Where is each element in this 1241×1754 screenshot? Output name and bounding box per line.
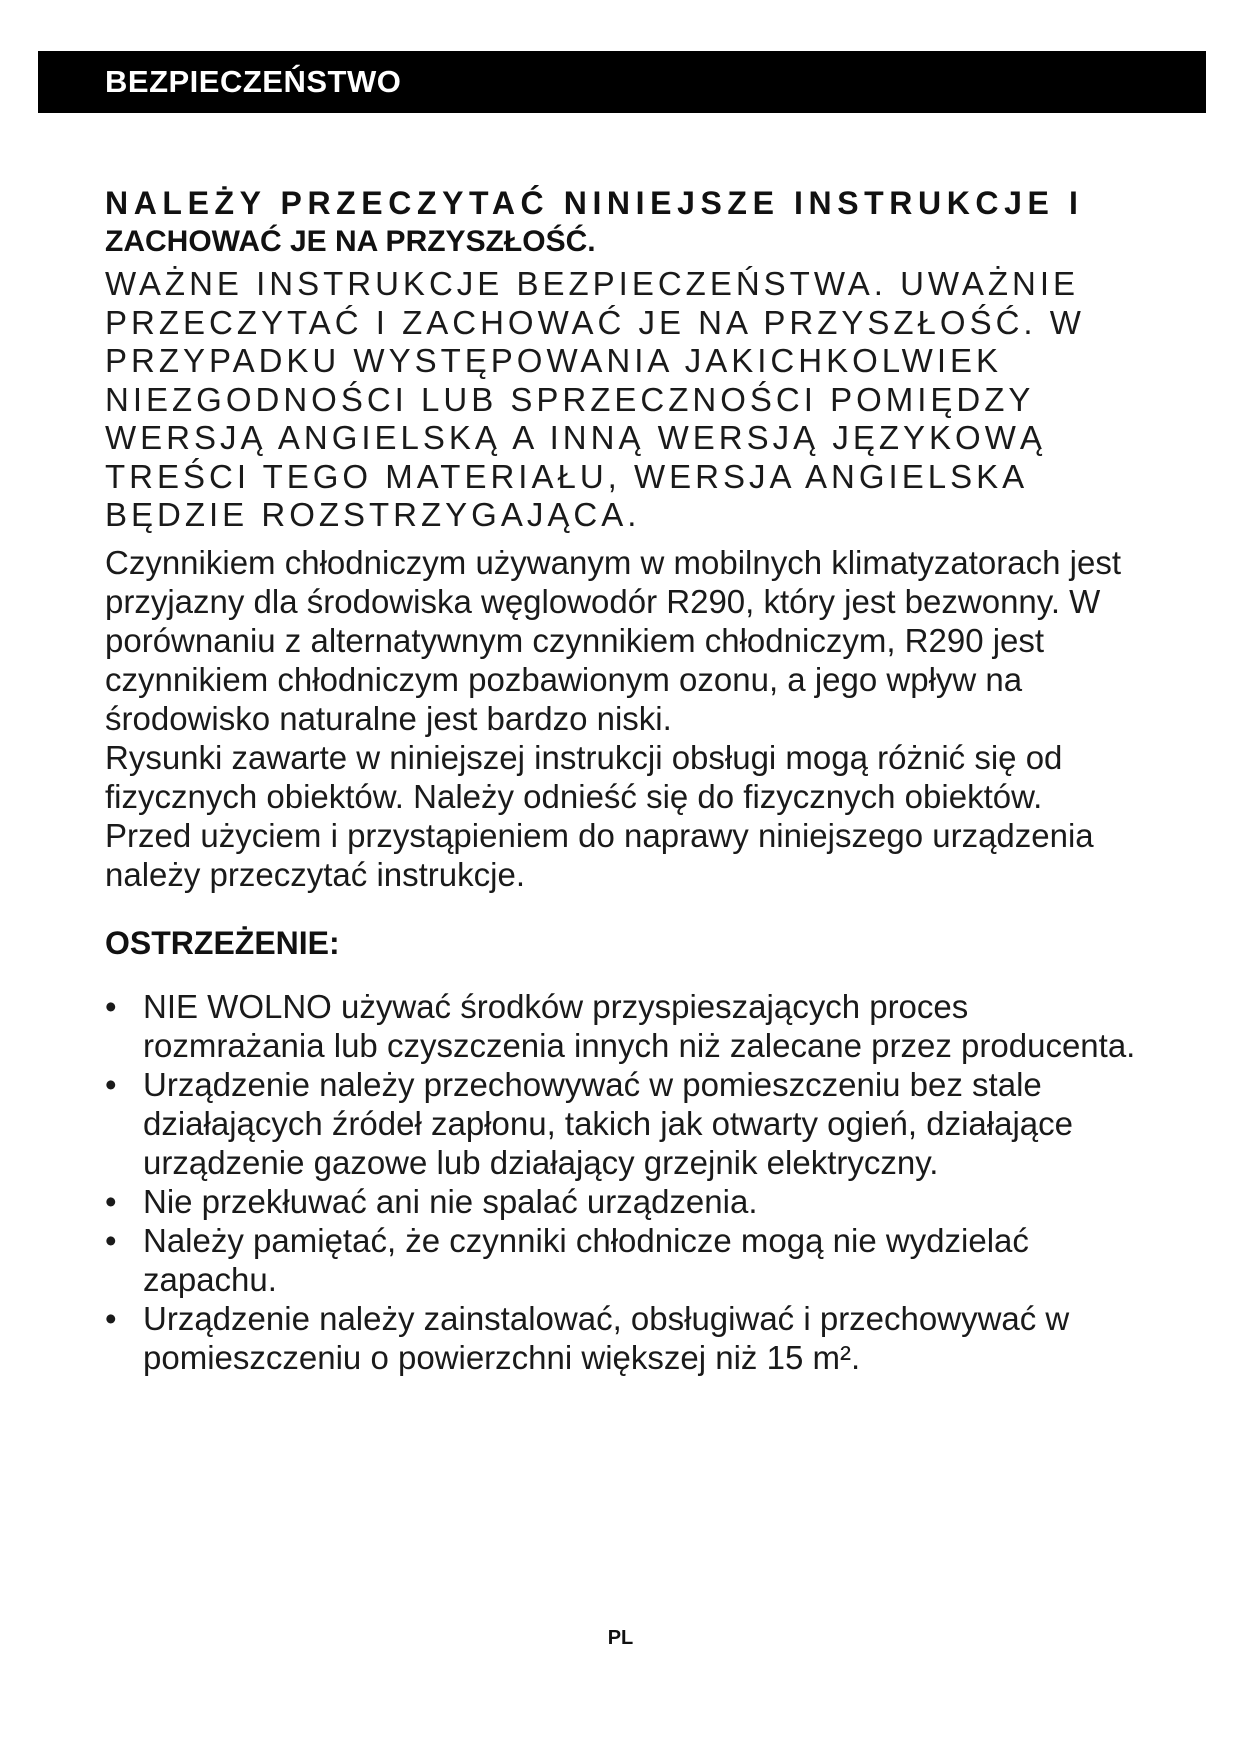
list-item-text: Należy pamiętać, że czynniki chłodnicze mogą nie wydzielać zapachu. bbox=[143, 1221, 1029, 1298]
list-item-text: Nie przekłuwać ani nie spalać urządzenia. bbox=[143, 1182, 758, 1220]
warning-list bbox=[105, 987, 1145, 1377]
section-title: BEZPIECZEŃSTWO bbox=[105, 64, 402, 99]
page-content bbox=[105, 183, 1145, 1377]
language-label: PL bbox=[607, 1627, 634, 1649]
section-header-bar bbox=[38, 51, 1206, 113]
list-item-text: Urządzenie należy przechowywać w pomieszczeniu bez stale działających źródeł zapłonu, takich jak otwarty ogień, działające urządzenie gazowe lub działający grzejnik elektryczny. bbox=[143, 1065, 1074, 1181]
main-heading-line-1: NALEŻY PRZECZYTAĆ NINIEJSZE INSTRUKCJE I bbox=[105, 185, 1084, 221]
safety-notice: WAŻNE INSTRUKCJE BEZPIECZEŃSTWA. UWAŻNIE PRZECZYTAĆ I ZACHOWAĆ JE NA PRZYSZŁOŚĆ. W PRZYPADKU WYSTĘPOWANIA JAKICHKOLWIEK NIEZGODNOŚCI LUB SPRZECZNOŚCI POMIĘDZY WERSJĄ ANGIELSKĄ A INNĄ WERSJĄ JĘZYKOWĄ TREŚCI TEGO MATERIAŁU, WERSJA ANGIELSKA BĘDZIE ROZSTRZYGAJĄCA. bbox=[105, 265, 1085, 533]
bullet-icon: • bbox=[105, 1065, 117, 1103]
list-item-text: NIE WOLNO używać środków przyspieszających proces rozmrażania lub czyszczenia innych niż zalecane przez producenta. bbox=[143, 987, 1136, 1064]
bullet-icon: • bbox=[105, 987, 117, 1025]
list-item bbox=[105, 1221, 1145, 1299]
bullet-icon: • bbox=[105, 1221, 117, 1259]
intro-paragraphs bbox=[105, 543, 1145, 894]
paragraph-refrigerant: Czynnikiem chłodniczym używanym w mobilnych klimatyzatorach jest przyjazny dla środowiska węglowodór R290, który jest bezwonny. W porównaniu z alternatywnym czynnikiem chłodniczym, R290 jest czynnikiem chłodniczym pozbawionym ozonu, a jego wpływ na środowisko naturalne jest bardzo niski. bbox=[105, 543, 1121, 737]
list-item bbox=[105, 987, 1145, 1065]
bullet-icon: • bbox=[105, 1299, 117, 1337]
paragraph-drawings: Rysunki zawarte w niniejszej instrukcji obsługi mogą różnić się od fizycznych obiektów. Należy odnieść się do fizycznych obiektów. bbox=[105, 738, 1063, 815]
warning-heading: OSTRZEŻENIE: bbox=[105, 924, 340, 961]
list-item bbox=[105, 1182, 1145, 1221]
paragraph-read-instructions: Przed użyciem i przystąpieniem do naprawy niniejszego urządzenia należy przeczytać instrukcje. bbox=[105, 816, 1094, 893]
list-item-text: Urządzenie należy zainstalować, obsługiwać i przechowywać w pomieszczeniu o powierzchni większej niż 15 m². bbox=[143, 1299, 1070, 1376]
main-heading-line-2: ZACHOWAĆ JE NA PRZYSZŁOŚĆ. bbox=[105, 225, 596, 258]
list-item bbox=[105, 1065, 1145, 1182]
list-item bbox=[105, 1299, 1145, 1377]
bullet-icon: • bbox=[105, 1182, 117, 1220]
